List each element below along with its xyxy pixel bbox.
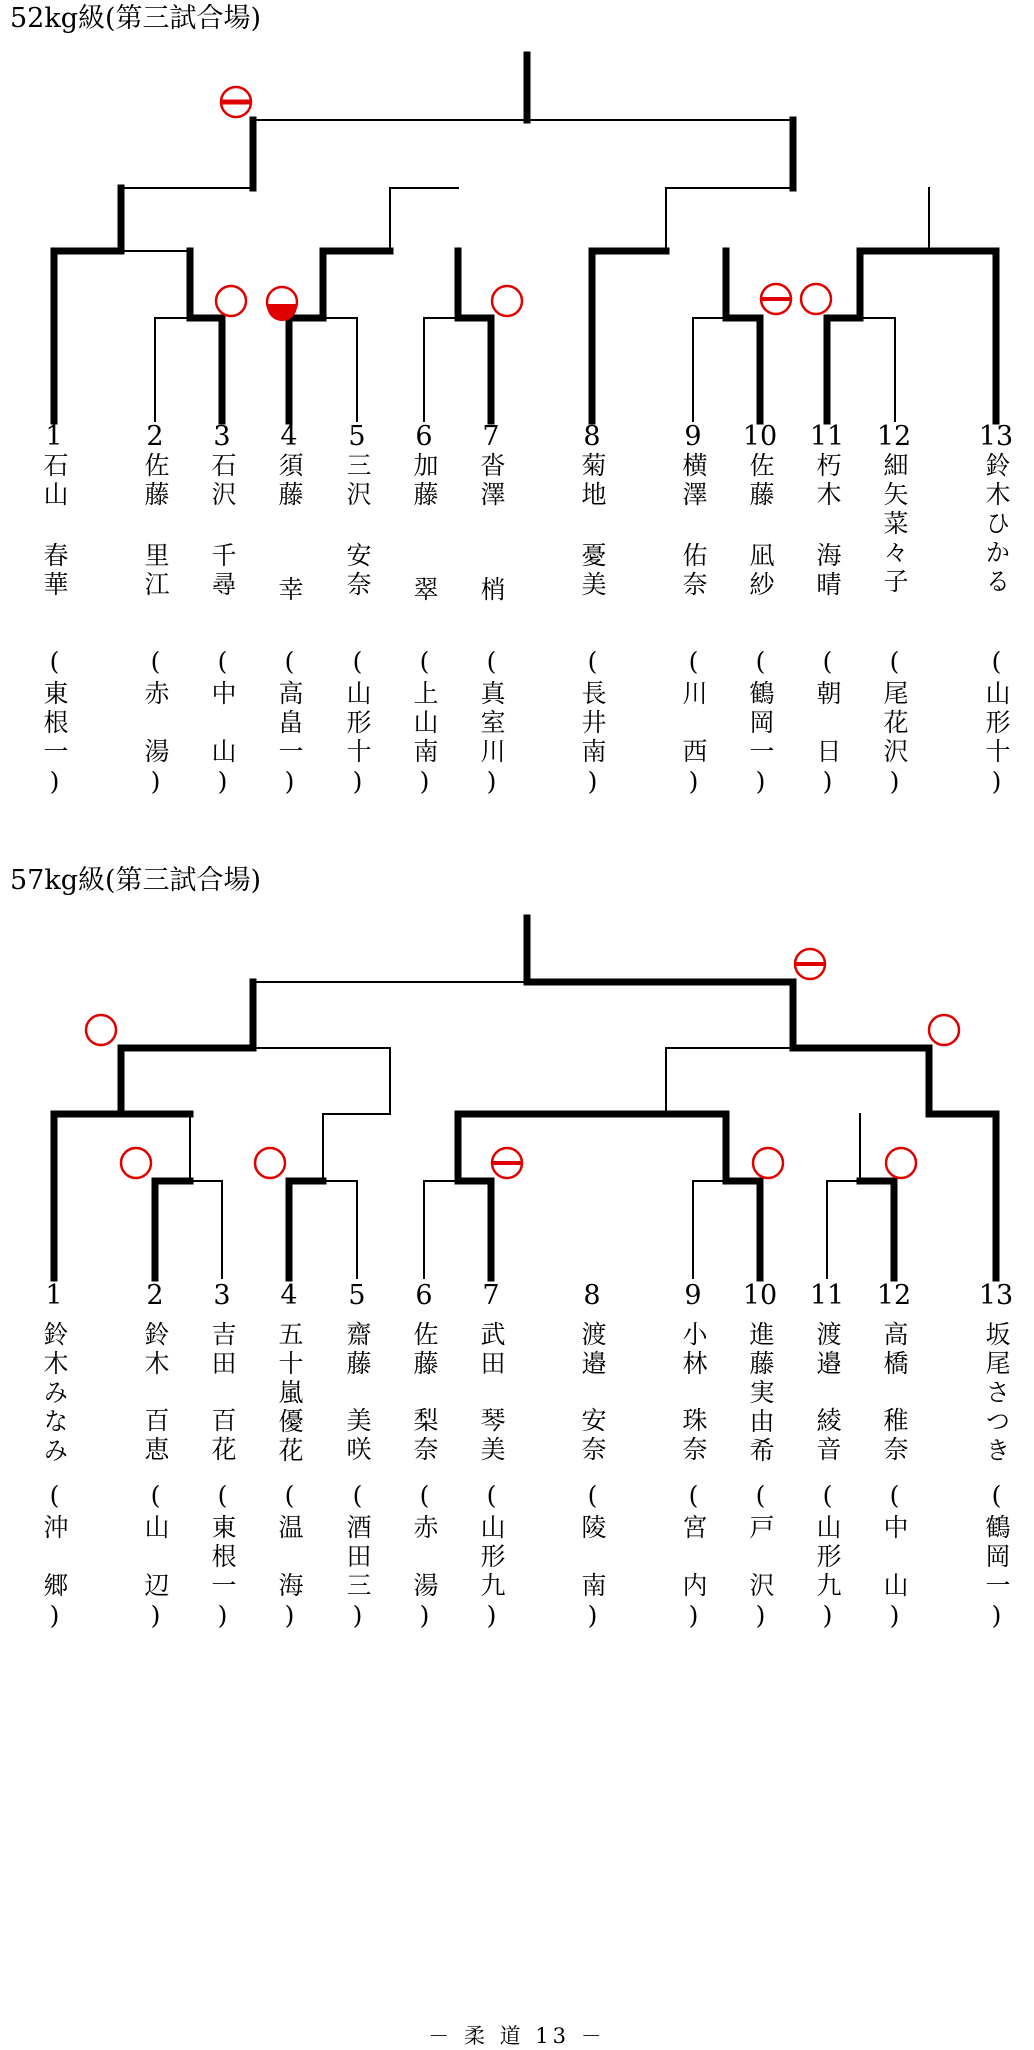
seed-number: 2 bbox=[146, 1280, 164, 1311]
seed-number: 13 bbox=[978, 1280, 1014, 1311]
player-school: (尾花沢) bbox=[880, 647, 909, 800]
mark-ippon-icon bbox=[255, 1148, 285, 1178]
player-school: (陵 南) bbox=[578, 1481, 607, 1634]
player-given-name: 梢 bbox=[477, 576, 506, 605]
player-given-name: 千尋 bbox=[208, 542, 237, 600]
seed-number: 10 bbox=[742, 1280, 778, 1311]
section-2-title: 57kg級(第三試合場) bbox=[10, 865, 262, 896]
seed-number: 7 bbox=[482, 1280, 500, 1311]
mark-ippon-icon bbox=[86, 1015, 116, 1045]
player-surname: 吉田 bbox=[208, 1321, 237, 1379]
player-school: (宮 内) bbox=[679, 1481, 708, 1634]
seed-number: 2 bbox=[146, 421, 164, 452]
seed-number: 3 bbox=[213, 1280, 231, 1311]
player-surname: 石沢 bbox=[208, 452, 237, 510]
player-surname: 加藤 bbox=[410, 452, 439, 510]
player-given-name: 海晴 bbox=[813, 542, 842, 600]
player-given-name: 里江 bbox=[141, 542, 170, 600]
player-surname: 小林 bbox=[679, 1321, 708, 1379]
player-surname: 齋藤 bbox=[343, 1321, 372, 1379]
seed-number: 4 bbox=[280, 1280, 298, 1311]
player-surname: 武田 bbox=[477, 1321, 506, 1379]
player-school: (温 海) bbox=[275, 1481, 304, 1634]
seed-number: 8 bbox=[583, 1280, 601, 1311]
player-school: (中 山) bbox=[880, 1481, 909, 1634]
seed-number: 13 bbox=[978, 421, 1014, 452]
player-given-name: 憂美 bbox=[578, 542, 607, 600]
player-school: (山形九) bbox=[477, 1481, 506, 1634]
player-surname: 三沢 bbox=[343, 452, 372, 510]
player-given-name: 安奈 bbox=[343, 542, 372, 600]
seed-number: 9 bbox=[684, 421, 702, 452]
seed-number: 8 bbox=[583, 421, 601, 452]
player-school: (山 辺) bbox=[141, 1481, 170, 1634]
player-school: (鶴岡一) bbox=[982, 1481, 1011, 1634]
seed-number: 7 bbox=[482, 421, 500, 452]
player-full-name: 五十嵐優花 bbox=[275, 1321, 304, 1466]
player-given-name: 稚奈 bbox=[880, 1407, 909, 1465]
player-given-name: 百花 bbox=[208, 1407, 237, 1465]
player-surname: 鈴木 bbox=[141, 1321, 170, 1379]
player-full-name: 坂尾さつき bbox=[982, 1321, 1011, 1466]
player-school: (中 山) bbox=[208, 647, 237, 800]
player-surname: 渡邉 bbox=[813, 1321, 842, 1379]
page-footer: － 柔 道 13 － bbox=[428, 2024, 606, 2048]
player-given-name: 安奈 bbox=[578, 1407, 607, 1465]
player-surname: 佐藤 bbox=[410, 1321, 439, 1379]
seed-number: 10 bbox=[742, 421, 778, 452]
player-school: (酒田三) bbox=[343, 1481, 372, 1634]
seed-number: 4 bbox=[280, 421, 298, 452]
player-school: (高畠一) bbox=[275, 647, 304, 800]
player-surname: 佐藤 bbox=[746, 452, 775, 510]
player-surname: 高橋 bbox=[880, 1321, 909, 1379]
player-full-name: 進藤実由希 bbox=[746, 1321, 775, 1466]
seed-number: 11 bbox=[809, 1280, 845, 1311]
player-surname: 菊地 bbox=[578, 452, 607, 510]
player-school: (真室川) bbox=[477, 647, 506, 800]
player-surname: 渡邉 bbox=[578, 1321, 607, 1379]
player-surname: 佐藤 bbox=[141, 452, 170, 510]
player-school: (山形十) bbox=[982, 647, 1011, 800]
mark-ippon-icon bbox=[886, 1148, 916, 1178]
player-school: (山形十) bbox=[343, 647, 372, 800]
player-school: (上山南) bbox=[410, 647, 439, 800]
player-given-name: 佑奈 bbox=[679, 542, 708, 600]
player-school: (東根一) bbox=[40, 647, 69, 800]
player-given-name: 琴美 bbox=[477, 1407, 506, 1465]
player-full-name: 鈴木みなみ bbox=[40, 1321, 69, 1466]
seed-number: 3 bbox=[213, 421, 231, 452]
player-given-name: 美咲 bbox=[343, 1407, 372, 1465]
seed-number: 12 bbox=[876, 421, 912, 452]
player-full-name: 細矢菜々子 bbox=[880, 452, 909, 597]
player-school: (東根一) bbox=[208, 1481, 237, 1634]
player-surname: 須藤 bbox=[275, 452, 304, 510]
player-full-name: 鈴木ひかる bbox=[982, 452, 1011, 597]
player-school: (鶴岡一) bbox=[746, 647, 775, 800]
seed-number: 11 bbox=[809, 421, 845, 452]
seed-number: 1 bbox=[45, 1280, 63, 1311]
player-school: (長井南) bbox=[578, 647, 607, 800]
seed-number: 5 bbox=[348, 1280, 366, 1311]
player-given-name: 翠 bbox=[410, 576, 439, 605]
player-school: (川 西) bbox=[679, 647, 708, 800]
seed-number: 9 bbox=[684, 1280, 702, 1311]
player-given-name: 凪紗 bbox=[746, 542, 775, 600]
mark-ippon-icon bbox=[929, 1015, 959, 1045]
player-surname: 横澤 bbox=[679, 452, 708, 510]
player-school: (朝 日) bbox=[813, 647, 842, 800]
player-school: (戸 沢) bbox=[746, 1481, 775, 1634]
player-given-name: 春華 bbox=[40, 542, 69, 600]
player-given-name: 幸 bbox=[275, 576, 304, 605]
player-surname: 沓澤 bbox=[477, 452, 506, 510]
player-given-name: 綾音 bbox=[813, 1407, 842, 1465]
mark-ippon-icon bbox=[753, 1148, 783, 1178]
seed-number: 5 bbox=[348, 421, 366, 452]
player-surname: 石山 bbox=[40, 452, 69, 510]
seed-number: 6 bbox=[415, 1280, 433, 1311]
player-given-name: 百恵 bbox=[141, 1407, 170, 1465]
section-1-title: 52kg級(第三試合場) bbox=[10, 3, 262, 34]
seed-number: 6 bbox=[415, 421, 433, 452]
player-school: (赤 湯) bbox=[410, 1481, 439, 1634]
mark-ippon-icon bbox=[121, 1148, 151, 1178]
player-school: (沖 郷) bbox=[40, 1481, 69, 1634]
seed-number: 12 bbox=[876, 1280, 912, 1311]
player-given-name: 珠奈 bbox=[679, 1407, 708, 1465]
player-school: (山形九) bbox=[813, 1481, 842, 1634]
player-surname: 朽木 bbox=[813, 452, 842, 510]
seed-number: 1 bbox=[45, 421, 63, 452]
player-given-name: 梨奈 bbox=[410, 1407, 439, 1465]
player-school: (赤 湯) bbox=[141, 647, 170, 800]
